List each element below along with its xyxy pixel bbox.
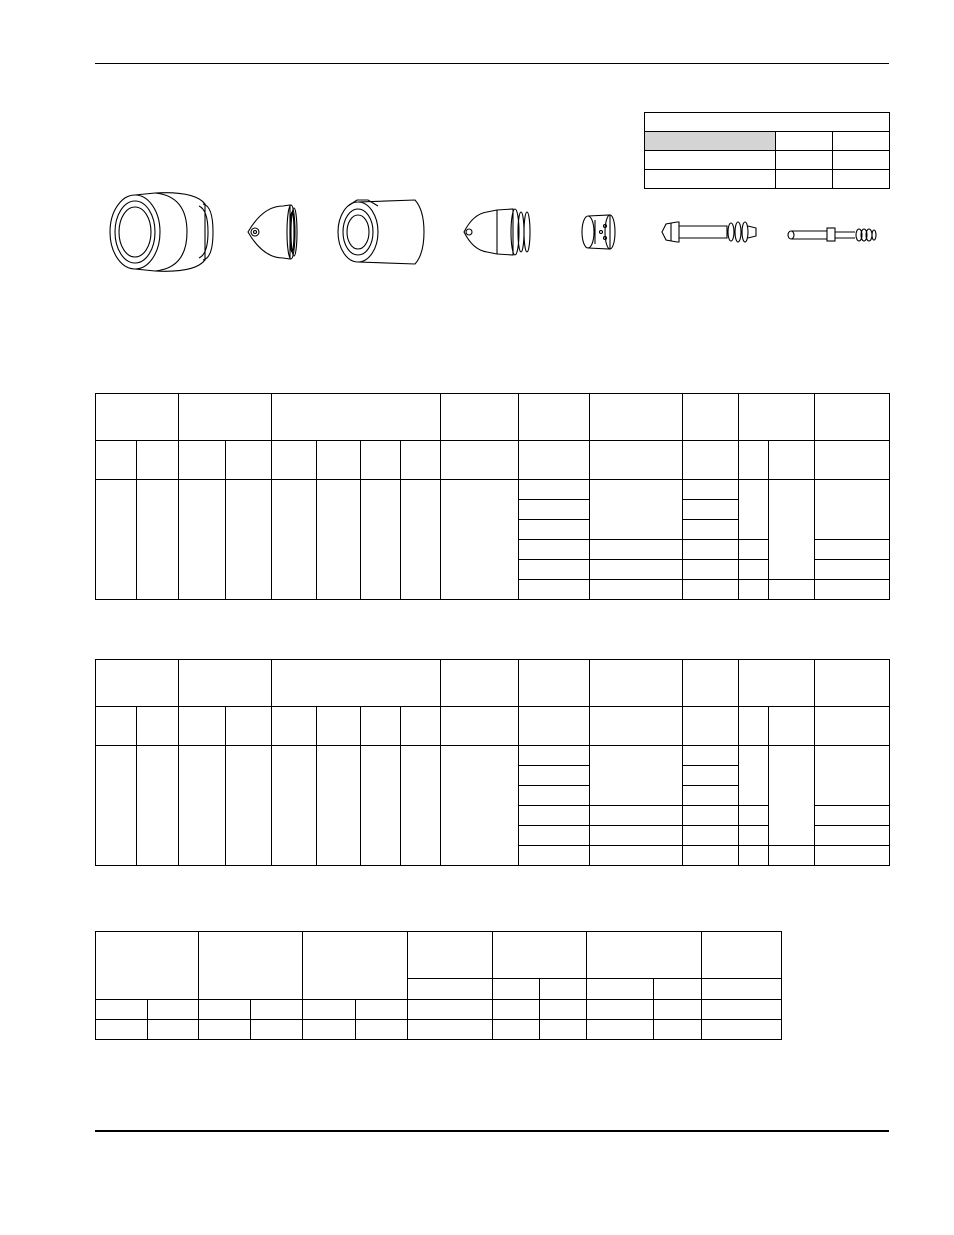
table-cell xyxy=(401,480,441,600)
table-cell xyxy=(815,540,890,560)
table-cell xyxy=(519,560,590,580)
table-cell xyxy=(361,746,401,866)
table-cell xyxy=(654,1020,702,1040)
table-cell xyxy=(317,707,361,746)
table-cell xyxy=(683,826,739,846)
footer-rule xyxy=(95,1130,889,1132)
table-cell xyxy=(317,746,361,866)
table-cell xyxy=(356,1020,408,1040)
table-cell xyxy=(590,480,683,540)
consumables-illustration xyxy=(95,190,889,280)
table-cell xyxy=(272,660,441,707)
table-cell xyxy=(199,1020,251,1040)
table-cell xyxy=(272,480,317,600)
table-cell xyxy=(96,660,179,707)
table-cell xyxy=(739,826,769,846)
table-cell xyxy=(654,979,702,1000)
table-cell xyxy=(815,441,890,480)
table-cell xyxy=(683,766,739,786)
table-cell xyxy=(683,540,739,560)
table-cell xyxy=(96,746,137,866)
table-cell xyxy=(179,746,226,866)
nozzle-icon xyxy=(464,209,530,255)
table-cell xyxy=(587,1020,654,1040)
table-cell xyxy=(590,540,683,560)
table-cell xyxy=(590,746,683,806)
table-cell xyxy=(401,707,441,746)
table-cell xyxy=(137,480,179,600)
table-cell xyxy=(519,746,590,766)
table-cell xyxy=(441,480,519,600)
table-cell xyxy=(683,500,739,520)
table-cell xyxy=(519,846,590,866)
table-cell xyxy=(251,1020,303,1040)
electrode-icon xyxy=(662,222,756,242)
table-cell xyxy=(317,480,361,600)
table-cell xyxy=(519,580,590,600)
table-cell xyxy=(408,1020,493,1040)
table-cell xyxy=(815,746,890,806)
table-cell xyxy=(683,441,739,480)
table-cell xyxy=(199,1000,251,1020)
table-cell xyxy=(769,707,815,746)
table-cell xyxy=(519,786,590,806)
table-cell xyxy=(683,580,739,600)
swirl-ring-icon xyxy=(582,215,615,249)
table-cell xyxy=(361,480,401,600)
table-cell xyxy=(226,441,272,480)
table-cell xyxy=(519,707,590,746)
table-cell xyxy=(408,979,493,1000)
table-cell xyxy=(769,580,815,600)
table-cell xyxy=(815,806,890,826)
table-cell xyxy=(815,560,890,580)
table-cell xyxy=(408,1000,493,1020)
table-cell xyxy=(272,441,317,480)
table-cell xyxy=(683,746,739,766)
shield-icon xyxy=(110,193,213,272)
table-cell xyxy=(739,441,769,480)
table-cell xyxy=(96,1000,148,1020)
table-cell xyxy=(493,1020,540,1040)
table-cell xyxy=(702,979,782,1000)
table-cell xyxy=(683,560,739,580)
table-cell xyxy=(590,580,683,600)
table-cell xyxy=(493,932,587,979)
table-cell xyxy=(587,932,702,979)
table-cell xyxy=(96,932,199,1000)
shield-cap-icon xyxy=(248,205,297,259)
table-cell xyxy=(590,826,683,846)
table-cell xyxy=(303,932,408,1000)
table-cell xyxy=(587,979,654,1000)
table-cell xyxy=(137,707,179,746)
table-cell xyxy=(272,707,317,746)
table-cell xyxy=(739,806,769,826)
table-cell xyxy=(815,660,890,707)
table-cell xyxy=(96,707,137,746)
table-cell xyxy=(702,1020,782,1040)
table-cell xyxy=(590,660,683,707)
table-cell xyxy=(815,707,890,746)
legend-table xyxy=(644,112,890,189)
legend-title-cell xyxy=(645,113,890,132)
water-tube-icon xyxy=(788,228,876,241)
table-cell xyxy=(519,766,590,786)
table-cell xyxy=(317,441,361,480)
table-cell xyxy=(179,480,226,600)
table-cell xyxy=(441,746,519,866)
table-cell xyxy=(251,1000,303,1020)
header-rule xyxy=(95,63,889,64)
table-cell xyxy=(361,707,401,746)
table-cell xyxy=(683,707,739,746)
table-cell xyxy=(815,480,890,540)
table-cell xyxy=(226,707,272,746)
table-cell xyxy=(303,1020,356,1040)
table-cell xyxy=(441,707,519,746)
table-cell xyxy=(540,979,587,1000)
retaining-cap-icon xyxy=(338,200,424,264)
table-cell xyxy=(815,580,890,600)
table-cell xyxy=(654,1000,702,1020)
table-cell xyxy=(590,441,683,480)
table-cell xyxy=(590,707,683,746)
table-cell xyxy=(683,846,739,866)
table-cell xyxy=(702,1000,782,1020)
table-cell xyxy=(702,932,782,979)
table-cell xyxy=(519,480,590,500)
table-cell xyxy=(739,480,769,540)
table-cell xyxy=(739,707,769,746)
table-cell xyxy=(179,441,226,480)
table-cell xyxy=(408,932,493,979)
table-cell xyxy=(683,806,739,826)
table-cell xyxy=(272,746,317,866)
table-cell xyxy=(683,520,739,540)
table-cell xyxy=(540,1000,587,1020)
table-cell xyxy=(493,979,540,1000)
table-cell xyxy=(683,786,739,806)
table-cell xyxy=(226,480,272,600)
table-cell xyxy=(815,846,890,866)
cut-chart-table-1 xyxy=(95,393,890,600)
table-cell xyxy=(519,520,590,540)
table-cell xyxy=(493,1000,540,1020)
table-cell xyxy=(739,746,769,806)
table-cell xyxy=(739,846,769,866)
table-cell xyxy=(96,1020,148,1040)
table-cell xyxy=(815,826,890,846)
table-cell xyxy=(683,480,739,500)
table-cell xyxy=(226,746,272,866)
table-cell xyxy=(361,441,401,480)
table-cell xyxy=(683,660,739,707)
legend-shaded-cell xyxy=(645,132,776,151)
table-cell xyxy=(519,500,590,520)
gas-settings-table xyxy=(95,931,782,1040)
cut-chart-table-2 xyxy=(95,659,890,866)
table-cell xyxy=(590,806,683,826)
table-cell xyxy=(587,1000,654,1020)
table-cell xyxy=(441,660,519,707)
table-cell xyxy=(769,746,815,846)
table-cell xyxy=(303,1000,356,1020)
table-cell xyxy=(179,660,272,707)
table-cell xyxy=(441,441,519,480)
table-cell xyxy=(519,660,590,707)
table-cell xyxy=(96,441,137,480)
table-cell xyxy=(137,441,179,480)
table-cell xyxy=(148,1000,199,1020)
table-cell xyxy=(519,441,590,480)
table-cell xyxy=(519,826,590,846)
table-cell xyxy=(401,746,441,866)
table-cell xyxy=(739,580,769,600)
table-cell xyxy=(739,560,769,580)
table-cell xyxy=(519,540,590,560)
table-cell xyxy=(199,932,303,1000)
table-cell xyxy=(739,540,769,560)
table-cell xyxy=(356,1000,408,1020)
table-cell xyxy=(179,707,226,746)
table-cell xyxy=(739,660,815,707)
table-cell xyxy=(96,480,137,600)
table-cell xyxy=(769,441,815,480)
table-cell xyxy=(769,846,815,866)
table-cell xyxy=(137,746,179,866)
table-cell xyxy=(401,441,441,480)
table-cell xyxy=(590,846,683,866)
table-cell xyxy=(519,806,590,826)
table-cell xyxy=(540,1020,587,1040)
table-cell xyxy=(590,560,683,580)
table-cell xyxy=(148,1020,199,1040)
table-cell xyxy=(769,480,815,580)
